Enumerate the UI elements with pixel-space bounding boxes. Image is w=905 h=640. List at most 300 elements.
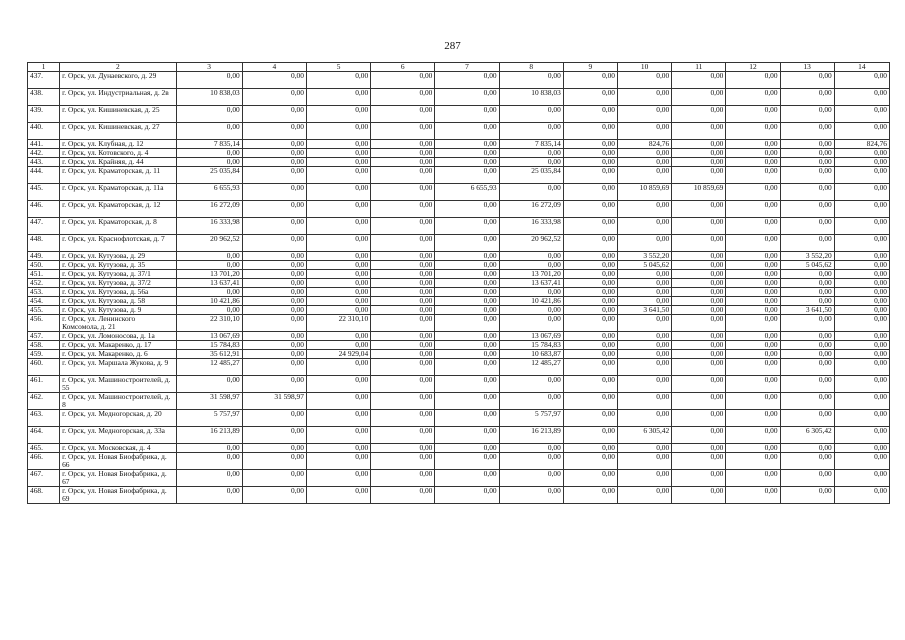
address-cell: г. Орск, ул. Ленинского Комсомола, д. 21 bbox=[60, 315, 176, 332]
value-cell: 0,00 bbox=[306, 279, 370, 288]
column-header: 13 bbox=[780, 63, 834, 72]
value-cell: 0,00 bbox=[242, 261, 306, 270]
value-cell: 0,00 bbox=[435, 279, 499, 288]
value-cell: 10 859,69 bbox=[618, 184, 672, 201]
value-cell: 0,00 bbox=[563, 427, 617, 444]
value-cell: 0,00 bbox=[371, 487, 435, 504]
value-cell: 0,00 bbox=[726, 123, 780, 140]
value-cell: 0,00 bbox=[435, 332, 499, 341]
value-cell: 0,00 bbox=[672, 341, 726, 350]
value-cell: 0,00 bbox=[499, 184, 563, 201]
address-cell: г. Орск, ул. Дунаевского, д. 29 bbox=[60, 72, 176, 89]
address-cell: г. Орск, ул. Крайняя, д. 44 bbox=[60, 158, 176, 167]
value-cell: 0,00 bbox=[242, 470, 306, 487]
value-cell: 16 213,89 bbox=[499, 427, 563, 444]
value-cell: 0,00 bbox=[726, 279, 780, 288]
value-cell: 0,00 bbox=[834, 201, 889, 218]
value-cell: 0,00 bbox=[371, 359, 435, 376]
value-cell: 0,00 bbox=[672, 106, 726, 123]
value-cell: 22 310,10 bbox=[306, 315, 370, 332]
value-cell: 0,00 bbox=[435, 123, 499, 140]
value-cell: 0,00 bbox=[499, 261, 563, 270]
row-number-cell: 468. bbox=[28, 487, 60, 504]
value-cell: 35 612,91 bbox=[176, 350, 242, 359]
value-cell: 0,00 bbox=[726, 306, 780, 315]
table-row bbox=[28, 279, 890, 288]
value-cell: 16 272,09 bbox=[176, 201, 242, 218]
value-cell: 0,00 bbox=[726, 235, 780, 252]
row-number-cell: 441. bbox=[28, 140, 60, 149]
value-cell: 0,00 bbox=[563, 341, 617, 350]
column-header: 1 bbox=[28, 63, 60, 72]
value-cell: 0,00 bbox=[306, 89, 370, 106]
value-cell: 0,00 bbox=[672, 89, 726, 106]
value-cell: 0,00 bbox=[726, 201, 780, 218]
column-header: 10 bbox=[618, 63, 672, 72]
column-header: 3 bbox=[176, 63, 242, 72]
value-cell: 0,00 bbox=[563, 72, 617, 89]
value-cell: 0,00 bbox=[306, 167, 370, 184]
table-row bbox=[28, 89, 890, 106]
value-cell: 0,00 bbox=[618, 235, 672, 252]
value-cell: 0,00 bbox=[780, 453, 834, 470]
value-cell: 0,00 bbox=[563, 89, 617, 106]
value-cell: 0,00 bbox=[499, 393, 563, 410]
value-cell: 0,00 bbox=[371, 297, 435, 306]
value-cell: 0,00 bbox=[563, 332, 617, 341]
value-cell: 0,00 bbox=[563, 444, 617, 453]
value-cell: 0,00 bbox=[563, 106, 617, 123]
column-header: 14 bbox=[834, 63, 889, 72]
address-cell: г. Орск, ул. Краматорская, д. 8 bbox=[60, 218, 176, 235]
value-cell: 0,00 bbox=[780, 279, 834, 288]
address-cell: г. Орск, ул. Кишиневская, д. 27 bbox=[60, 123, 176, 140]
value-cell: 0,00 bbox=[780, 72, 834, 89]
address-cell: г. Орск, ул. Кишиневская, д. 25 bbox=[60, 106, 176, 123]
value-cell: 0,00 bbox=[176, 444, 242, 453]
table-row bbox=[28, 470, 890, 487]
value-cell: 0,00 bbox=[435, 288, 499, 297]
value-cell: 0,00 bbox=[563, 393, 617, 410]
value-cell: 0,00 bbox=[306, 106, 370, 123]
value-cell: 0,00 bbox=[834, 149, 889, 158]
value-cell: 0,00 bbox=[780, 444, 834, 453]
value-cell: 0,00 bbox=[780, 487, 834, 504]
value-cell: 0,00 bbox=[618, 487, 672, 504]
value-cell: 0,00 bbox=[672, 359, 726, 376]
value-cell: 0,00 bbox=[780, 158, 834, 167]
value-cell: 0,00 bbox=[834, 453, 889, 470]
value-cell: 0,00 bbox=[780, 140, 834, 149]
table-row bbox=[28, 288, 890, 297]
address-cell: г. Орск, ул. Новая Биофабрика, д. 66 bbox=[60, 453, 176, 470]
value-cell: 824,76 bbox=[834, 140, 889, 149]
row-number-cell: 440. bbox=[28, 123, 60, 140]
value-cell: 0,00 bbox=[672, 350, 726, 359]
value-cell: 0,00 bbox=[176, 487, 242, 504]
value-cell: 0,00 bbox=[834, 487, 889, 504]
value-cell: 0,00 bbox=[242, 149, 306, 158]
value-cell: 6 305,42 bbox=[618, 427, 672, 444]
value-cell: 10 838,03 bbox=[499, 89, 563, 106]
value-cell: 0,00 bbox=[563, 487, 617, 504]
value-cell: 0,00 bbox=[834, 89, 889, 106]
row-number-cell: 437. bbox=[28, 72, 60, 89]
value-cell: 0,00 bbox=[371, 288, 435, 297]
value-cell: 0,00 bbox=[780, 89, 834, 106]
value-cell: 13 637,41 bbox=[499, 279, 563, 288]
value-cell: 0,00 bbox=[563, 218, 617, 235]
value-cell: 0,00 bbox=[780, 470, 834, 487]
row-number-cell: 447. bbox=[28, 218, 60, 235]
value-cell: 0,00 bbox=[834, 252, 889, 261]
address-cell: г. Орск, ул. Краматорская, д. 11 bbox=[60, 167, 176, 184]
value-cell: 0,00 bbox=[371, 279, 435, 288]
row-number-cell: 446. bbox=[28, 201, 60, 218]
value-cell: 0,00 bbox=[780, 235, 834, 252]
value-cell: 6 655,93 bbox=[176, 184, 242, 201]
value-cell: 7 835,14 bbox=[176, 140, 242, 149]
value-cell: 0,00 bbox=[306, 140, 370, 149]
value-cell: 0,00 bbox=[435, 252, 499, 261]
row-number-cell: 448. bbox=[28, 235, 60, 252]
value-cell: 0,00 bbox=[435, 218, 499, 235]
value-cell: 0,00 bbox=[371, 270, 435, 279]
value-cell: 5 045,62 bbox=[618, 261, 672, 270]
value-cell: 0,00 bbox=[726, 184, 780, 201]
value-cell: 0,00 bbox=[618, 315, 672, 332]
address-cell: г. Орск, ул. Краматорская, д. 11а bbox=[60, 184, 176, 201]
value-cell: 0,00 bbox=[306, 252, 370, 261]
value-cell: 0,00 bbox=[306, 201, 370, 218]
address-cell: г. Орск, ул. Кутузова, д. 35 bbox=[60, 261, 176, 270]
value-cell: 0,00 bbox=[834, 261, 889, 270]
value-cell: 0,00 bbox=[435, 306, 499, 315]
value-cell: 0,00 bbox=[672, 410, 726, 427]
table-row bbox=[28, 393, 890, 410]
value-cell: 0,00 bbox=[435, 453, 499, 470]
value-cell: 0,00 bbox=[672, 487, 726, 504]
value-cell: 0,00 bbox=[435, 427, 499, 444]
table-row bbox=[28, 297, 890, 306]
value-cell: 0,00 bbox=[371, 167, 435, 184]
row-number-cell: 460. bbox=[28, 359, 60, 376]
value-cell: 0,00 bbox=[306, 427, 370, 444]
address-cell: г. Орск, ул. Маршала Жукова, д. 9 bbox=[60, 359, 176, 376]
value-cell: 0,00 bbox=[435, 140, 499, 149]
value-cell: 22 310,10 bbox=[176, 315, 242, 332]
value-cell: 0,00 bbox=[176, 470, 242, 487]
value-cell: 0,00 bbox=[672, 158, 726, 167]
value-cell: 0,00 bbox=[435, 167, 499, 184]
value-cell: 0,00 bbox=[306, 306, 370, 315]
value-cell: 20 962,52 bbox=[176, 235, 242, 252]
table-row bbox=[28, 235, 890, 252]
value-cell: 0,00 bbox=[834, 297, 889, 306]
value-cell: 0,00 bbox=[499, 376, 563, 393]
value-cell: 25 035,84 bbox=[499, 167, 563, 184]
table-row bbox=[28, 218, 890, 235]
row-number-cell: 465. bbox=[28, 444, 60, 453]
address-cell: г. Орск, ул. Индустриальная, д. 2в bbox=[60, 89, 176, 106]
value-cell: 0,00 bbox=[306, 410, 370, 427]
value-cell: 0,00 bbox=[563, 252, 617, 261]
value-cell: 0,00 bbox=[563, 350, 617, 359]
table-row bbox=[28, 341, 890, 350]
value-cell: 0,00 bbox=[726, 167, 780, 184]
value-cell: 0,00 bbox=[618, 444, 672, 453]
value-cell: 0,00 bbox=[306, 270, 370, 279]
value-cell: 0,00 bbox=[371, 470, 435, 487]
value-cell: 0,00 bbox=[726, 315, 780, 332]
value-cell: 0,00 bbox=[780, 315, 834, 332]
value-cell: 0,00 bbox=[242, 332, 306, 341]
value-cell: 0,00 bbox=[726, 158, 780, 167]
table-row bbox=[28, 350, 890, 359]
table-row bbox=[28, 261, 890, 270]
value-cell: 5 757,97 bbox=[176, 410, 242, 427]
value-cell: 0,00 bbox=[306, 444, 370, 453]
address-cell: г. Орск, ул. Машиностроителей, д. 55 bbox=[60, 376, 176, 393]
value-cell: 0,00 bbox=[242, 279, 306, 288]
value-cell: 0,00 bbox=[435, 393, 499, 410]
value-cell: 0,00 bbox=[435, 261, 499, 270]
value-cell: 25 035,84 bbox=[176, 167, 242, 184]
value-cell: 0,00 bbox=[242, 297, 306, 306]
column-header: 12 bbox=[726, 63, 780, 72]
value-cell: 0,00 bbox=[618, 149, 672, 158]
value-cell: 0,00 bbox=[435, 341, 499, 350]
value-cell: 0,00 bbox=[435, 235, 499, 252]
row-number-cell: 454. bbox=[28, 297, 60, 306]
value-cell: 0,00 bbox=[435, 158, 499, 167]
value-cell: 31 598,97 bbox=[176, 393, 242, 410]
value-cell: 0,00 bbox=[563, 279, 617, 288]
table-row bbox=[28, 167, 890, 184]
value-cell: 0,00 bbox=[726, 350, 780, 359]
value-cell: 0,00 bbox=[834, 184, 889, 201]
address-cell: г. Орск, ул. Краснофлотская, д. 7 bbox=[60, 235, 176, 252]
value-cell: 0,00 bbox=[306, 470, 370, 487]
value-cell: 0,00 bbox=[618, 72, 672, 89]
value-cell: 3 552,20 bbox=[780, 252, 834, 261]
value-cell: 0,00 bbox=[563, 470, 617, 487]
value-cell: 0,00 bbox=[176, 149, 242, 158]
value-cell: 0,00 bbox=[726, 427, 780, 444]
row-number-cell: 438. bbox=[28, 89, 60, 106]
value-cell: 0,00 bbox=[563, 359, 617, 376]
value-cell: 0,00 bbox=[306, 261, 370, 270]
row-number-cell: 466. bbox=[28, 453, 60, 470]
value-cell: 0,00 bbox=[371, 376, 435, 393]
value-cell: 0,00 bbox=[780, 288, 834, 297]
value-cell: 0,00 bbox=[306, 123, 370, 140]
value-cell: 3 552,20 bbox=[618, 252, 672, 261]
value-cell: 0,00 bbox=[242, 427, 306, 444]
value-cell: 0,00 bbox=[499, 288, 563, 297]
value-cell: 0,00 bbox=[435, 201, 499, 218]
address-cell: г. Орск, ул. Медногорская, д. 33а bbox=[60, 427, 176, 444]
row-number-cell: 443. bbox=[28, 158, 60, 167]
value-cell: 0,00 bbox=[242, 218, 306, 235]
value-cell: 0,00 bbox=[242, 341, 306, 350]
value-cell: 6 305,42 bbox=[780, 427, 834, 444]
value-cell: 0,00 bbox=[672, 252, 726, 261]
value-cell: 0,00 bbox=[618, 279, 672, 288]
value-cell: 0,00 bbox=[242, 487, 306, 504]
value-cell: 0,00 bbox=[563, 261, 617, 270]
row-number-cell: 452. bbox=[28, 279, 60, 288]
value-cell: 0,00 bbox=[371, 261, 435, 270]
value-cell: 0,00 bbox=[726, 252, 780, 261]
address-cell: г. Орск, ул. Новая Биофабрика, д. 67 bbox=[60, 470, 176, 487]
row-number-cell: 453. bbox=[28, 288, 60, 297]
value-cell: 5 757,97 bbox=[499, 410, 563, 427]
value-cell: 0,00 bbox=[176, 72, 242, 89]
address-cell: г. Орск, ул. Машиностроителей, д. 8 bbox=[60, 393, 176, 410]
value-cell: 0,00 bbox=[563, 167, 617, 184]
address-cell: г. Орск, ул. Новая Биофабрика, д. 69 bbox=[60, 487, 176, 504]
value-cell: 0,00 bbox=[242, 350, 306, 359]
value-cell: 10 421,86 bbox=[176, 297, 242, 306]
row-number-cell: 451. bbox=[28, 270, 60, 279]
value-cell: 0,00 bbox=[618, 359, 672, 376]
value-cell: 0,00 bbox=[176, 453, 242, 470]
value-cell: 0,00 bbox=[726, 470, 780, 487]
address-cell: г. Орск, ул. Ломоносова, д. 1а bbox=[60, 332, 176, 341]
table-row bbox=[28, 453, 890, 470]
value-cell: 0,00 bbox=[618, 106, 672, 123]
value-cell: 0,00 bbox=[834, 167, 889, 184]
address-cell: г. Орск, ул. Медногорская, д. 20 bbox=[60, 410, 176, 427]
value-cell: 0,00 bbox=[306, 453, 370, 470]
value-cell: 0,00 bbox=[618, 201, 672, 218]
value-cell: 0,00 bbox=[834, 410, 889, 427]
value-cell: 0,00 bbox=[672, 72, 726, 89]
value-cell: 0,00 bbox=[306, 487, 370, 504]
value-cell: 0,00 bbox=[306, 218, 370, 235]
value-cell: 0,00 bbox=[672, 261, 726, 270]
value-cell: 0,00 bbox=[672, 167, 726, 184]
row-number-cell: 449. bbox=[28, 252, 60, 261]
table-row bbox=[28, 427, 890, 444]
row-number-cell: 459. bbox=[28, 350, 60, 359]
value-cell: 0,00 bbox=[242, 359, 306, 376]
value-cell: 0,00 bbox=[672, 288, 726, 297]
value-cell: 0,00 bbox=[242, 315, 306, 332]
value-cell: 0,00 bbox=[834, 106, 889, 123]
value-cell: 0,00 bbox=[618, 393, 672, 410]
value-cell: 0,00 bbox=[672, 235, 726, 252]
row-number-cell: 462. bbox=[28, 393, 60, 410]
row-number-cell: 439. bbox=[28, 106, 60, 123]
value-cell: 0,00 bbox=[371, 201, 435, 218]
row-number-cell: 455. bbox=[28, 306, 60, 315]
value-cell: 0,00 bbox=[176, 123, 242, 140]
value-cell: 0,00 bbox=[242, 184, 306, 201]
value-cell: 0,00 bbox=[563, 184, 617, 201]
address-cell: г. Орск, ул. Макаренко, д. 6 bbox=[60, 350, 176, 359]
value-cell: 0,00 bbox=[435, 410, 499, 427]
value-cell: 0,00 bbox=[371, 140, 435, 149]
value-cell: 0,00 bbox=[435, 106, 499, 123]
value-cell: 16 333,98 bbox=[176, 218, 242, 235]
value-cell: 0,00 bbox=[726, 218, 780, 235]
table-row bbox=[28, 376, 890, 393]
value-cell: 0,00 bbox=[242, 201, 306, 218]
value-cell: 0,00 bbox=[563, 410, 617, 427]
value-cell: 15 784,83 bbox=[499, 341, 563, 350]
table-row bbox=[28, 306, 890, 315]
value-cell: 0,00 bbox=[780, 123, 834, 140]
value-cell: 24 929,04 bbox=[306, 350, 370, 359]
value-cell: 0,00 bbox=[672, 201, 726, 218]
value-cell: 0,00 bbox=[563, 123, 617, 140]
value-cell: 0,00 bbox=[306, 341, 370, 350]
value-cell: 0,00 bbox=[563, 270, 617, 279]
value-cell: 0,00 bbox=[672, 218, 726, 235]
value-cell: 0,00 bbox=[726, 270, 780, 279]
table-row bbox=[28, 201, 890, 218]
table-row bbox=[28, 332, 890, 341]
column-header: 6 bbox=[371, 63, 435, 72]
value-cell: 0,00 bbox=[499, 487, 563, 504]
row-number-cell: 461. bbox=[28, 376, 60, 393]
value-cell: 0,00 bbox=[672, 453, 726, 470]
value-cell: 0,00 bbox=[371, 410, 435, 427]
value-cell: 0,00 bbox=[618, 89, 672, 106]
value-cell: 0,00 bbox=[499, 123, 563, 140]
value-cell: 0,00 bbox=[176, 252, 242, 261]
value-cell: 0,00 bbox=[563, 376, 617, 393]
row-number-cell: 456. bbox=[28, 315, 60, 332]
value-cell: 0,00 bbox=[726, 376, 780, 393]
value-cell: 0,00 bbox=[242, 288, 306, 297]
value-cell: 0,00 bbox=[371, 149, 435, 158]
value-cell: 0,00 bbox=[499, 149, 563, 158]
value-cell: 0,00 bbox=[435, 149, 499, 158]
value-cell: 0,00 bbox=[242, 89, 306, 106]
value-cell: 0,00 bbox=[435, 350, 499, 359]
value-cell: 0,00 bbox=[563, 235, 617, 252]
value-cell: 0,00 bbox=[672, 427, 726, 444]
column-header: 8 bbox=[499, 63, 563, 72]
address-cell: г. Орск, ул. Кутузова, д. 9 bbox=[60, 306, 176, 315]
value-cell: 0,00 bbox=[834, 376, 889, 393]
value-cell: 0,00 bbox=[242, 453, 306, 470]
value-cell: 3 641,50 bbox=[618, 306, 672, 315]
value-cell: 0,00 bbox=[780, 376, 834, 393]
value-cell: 0,00 bbox=[726, 487, 780, 504]
table-row bbox=[28, 252, 890, 261]
value-cell: 0,00 bbox=[435, 444, 499, 453]
value-cell: 0,00 bbox=[371, 184, 435, 201]
value-cell: 10 838,03 bbox=[176, 89, 242, 106]
table-row bbox=[28, 149, 890, 158]
value-cell: 0,00 bbox=[834, 359, 889, 376]
value-cell: 0,00 bbox=[306, 158, 370, 167]
value-cell: 0,00 bbox=[435, 487, 499, 504]
value-cell: 0,00 bbox=[618, 270, 672, 279]
value-cell: 0,00 bbox=[306, 235, 370, 252]
value-cell: 0,00 bbox=[834, 235, 889, 252]
value-cell: 0,00 bbox=[672, 306, 726, 315]
value-cell: 0,00 bbox=[618, 350, 672, 359]
address-cell: г. Орск, ул. Клубная, д. 12 bbox=[60, 140, 176, 149]
value-cell: 0,00 bbox=[780, 270, 834, 279]
value-cell: 0,00 bbox=[780, 393, 834, 410]
value-cell: 0,00 bbox=[672, 470, 726, 487]
